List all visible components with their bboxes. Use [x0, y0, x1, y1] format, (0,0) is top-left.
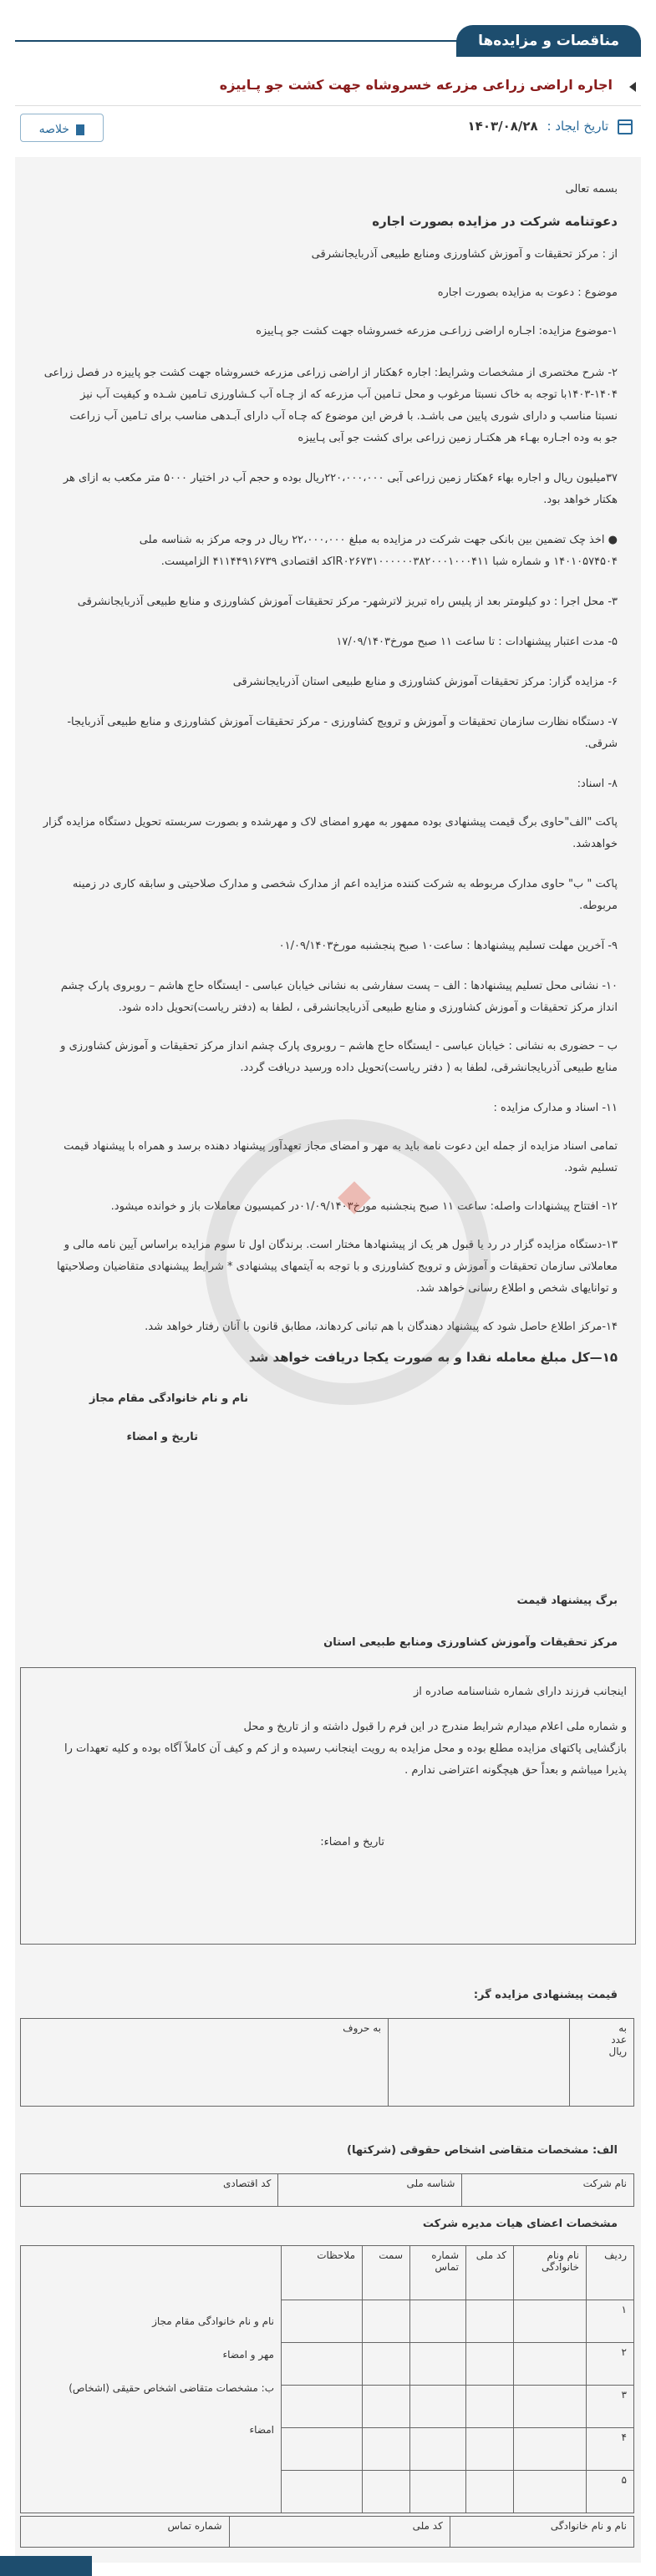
board-row-1: ۱ [587, 2300, 634, 2343]
from-line: از : مرکز تحقیقات و آموزش کشاورزی ومنابع طبیعی آذربایجانشرقی [311, 248, 618, 261]
form-signature: تاریخ و امضاء: [320, 1836, 384, 1848]
board-col-position: سمت [363, 2246, 410, 2300]
page-title: اجاره اراضی زراعی مزرعه خسروشاه جهت کشت جو پـاییزه [219, 77, 613, 93]
legal-entity-table [20, 2173, 634, 2207]
board-row-4: ۴ [587, 2428, 634, 2471]
item-15: ۱۵—کل مبلغ معامله نقدا و به صورت یکجا دریافت خواهد شد [248, 1350, 618, 1365]
natural-col-name: نام و نام خانوادگی [450, 2517, 633, 2548]
item-13-line-3: و توانایهای شخص و اطلاع رسانی خواهد شد. [416, 1282, 618, 1295]
form-line-2: و شماره ملی اعلام میدارم شرایط مندرج در این فرم را قبول داشته و از تاریخ و محل [243, 1721, 627, 1733]
board-signatory: نام و نام خانوادگی مقام مجاز [152, 2315, 274, 2327]
item-8b-line-2: مربوطه. [579, 900, 618, 912]
form-line-1: اینجانب فرزند دارای شماره شناسنامه صادره از [414, 1686, 627, 1698]
subject-line: موضوع : دعوت به مزایده بصورت اجاره [437, 287, 618, 299]
watermark-seal [205, 1119, 491, 1405]
item-14: ۱۴-مرکز اطلاع حاصل شود که پیشنهاد دهندگان با هم تبانی کردهاند، مطابق قانون با آنان رفتار خواهد شد. [145, 1321, 618, 1333]
price-table [20, 2018, 634, 2107]
item-13-line-1: ۱۳-دستگاه مزایده گزار در رد یا قبول هر یک از پیشنهادها مختار است. برندگان اول تا سوم مزایده براساس آیین نامه مالی و [64, 1239, 618, 1251]
item-2-line-8: ۱۴۰۱۰۵۷۴۵۰۴ و شماره شبا IR۰۲۶۷۳۱۰۰۰۰۰۰۳۸۲۰۰۰۱۰۰۰۴۱۱کد اقتصادی ۴۱۱۴۴۹۱۶۷۳۹ الزامیست. [160, 555, 618, 568]
item-8: ۸- اسناد: [577, 778, 618, 790]
creation-date [468, 119, 633, 134]
item-2-line-1: ۲- شرح مختصری از مشخصات وشرایط: اجاره ۶هکتار از اراضی زراعی مزرعه خسروشاه جهت کشت جو پاییزه در فصل زراعی [43, 367, 618, 379]
item-5: ۵- مدت اعتبار پیشنهادات : تا ساعت ۱۱ صبح مورخ۱۷/۰۹/۱۴۰۳ [336, 636, 618, 648]
item-6: ۶- مزایده گزار: مرکز تحقیقات آموزش کشاورزی و منابع طبیعی استان آذربایجانشرقی [232, 676, 618, 688]
form-title: برگ پیشنهاد قیمت [516, 1595, 618, 1607]
board-col-national-code: کد ملی [466, 2246, 514, 2300]
board-row-3: ۳ [587, 2386, 634, 2428]
item-11: ۱۱- اسناد و مدارک مزایده : [493, 1102, 618, 1114]
item-2-line-2: ۱۴۰۳-۱۴۰۴با توجه به خاک نسبتا مرغوب و محل تـامین آب مزرعه که از چـاه آب کـشاورزی تـامین شـده و کیفیت آب نیز [80, 388, 618, 401]
natural-col-national-code: کد ملی [229, 2517, 450, 2548]
item-9: ۹- آخرین مهلت تسلیم پیشنهادها : ساعت۱۰ صبح پنجشنبه مورخ۰۱/۰۹/۱۴۰۳ [278, 940, 618, 952]
item-2-line-7: ● اخذ چک تضمین بین بانکی جهت شرکت در مزایده به مبلغ ۲۲،۰۰۰،۰۰۰ ریال در وجه مرکز به شناسه ملی [139, 534, 618, 546]
section-header [0, 0, 656, 58]
item-2-line-3: نسبتا مناسب و دارای شوری پایین می باشـد. با فرض این موضوع که چـاه آب دارای آبـدهی مناسب برای تـامین آب زراعت [69, 410, 618, 423]
signatory-name: نام و نام خانوادگی مقام مجاز [89, 1392, 248, 1405]
board-row-2: ۲ [587, 2343, 634, 2386]
date-label: تاریخ ایجاد : [547, 119, 609, 134]
info-bar [15, 110, 641, 152]
item-7-line-2: شرقی. [584, 738, 618, 750]
summary-button[interactable] [20, 114, 104, 142]
item-2-line-6: هکتار خواهد بود. [543, 494, 618, 506]
board-col-name: نام ونام خانوادگی [514, 2246, 587, 2300]
document-icon [76, 124, 84, 135]
legal-entity-title: الف: مشخصات متقاضی اشخاص حقوقی (شرکتها) [347, 2144, 618, 2157]
item-11-line-1: تمامی اسناد مزایده از جمله این دعوت نامه باید به مهر و امضای مجاز تعهدآور پیشنهاد دهنده برسد و همراه با پیشنهاد قیمت [64, 1140, 618, 1153]
board-col-row: ردیف [587, 2246, 634, 2300]
item-3: ۳- محل اجرا : دو کیلومتر بعد از پلیس راه تبریز لاترشهر- مرکز تحقیقات آموزش کشاورزی و منابع طبیعی آذربایجانشرقی [77, 596, 618, 608]
title-bar [15, 68, 641, 106]
natural-person-table [20, 2516, 634, 2548]
form-org: مرکز تحقیقات وآموزش کشاورزی ومنابع طبیعی استان [323, 1636, 618, 1649]
item-2-line-5: ۳۷میلیون ریال و اجاره بهاء ۶هکتار زمین زراعی آبی ۲۲۰،۰۰۰،۰۰۰ریال بوده و حجم آب در اختیار ۵۰۰۰ متر مکعب به ازای هر [63, 472, 618, 484]
date-value: ۱۴۰۳/۰۸/۲۸ [467, 119, 538, 134]
legal-col-economic-code: کد اقتصادی [21, 2174, 278, 2207]
form-line-3: بازگشایی پاکتهای مزایده مطلع بوده و محل مزایده به رویت اینجانب رسیده و از کم و کیف آن کاملاً آگاه بوده و کلیه تعهدات را [64, 1742, 627, 1755]
section-tag[interactable]: مناقصات و مزایده‌ها [456, 25, 641, 57]
bullet-arrow-icon [629, 82, 636, 92]
board-col-notes: ملاحظات [282, 2246, 363, 2300]
natural-person-title: ب: مشخصات متقاضی اشخاص حقیقی (اشخاص) [69, 2381, 274, 2394]
item-8a-line-1: پاکت "الف"حاوی برگ قیمت پیشنهادی بوده ممهور به مهرو امضای لاک و مهرشده و بصورت سربسته تحویل دستگاه مزایده گزار [43, 816, 618, 829]
basmala: بسمه تعالی [565, 183, 618, 195]
board-table [20, 2245, 634, 2513]
price-title: قیمت پیشنهادی مزایده گر: [473, 1989, 618, 2001]
item-8b-line-1: پاکت " ب" حاوی مدارک مربوطه به شرکت کننده مزایده اعم از مدارک شخصی و مدارک صلاحیتی و سابقه کاری در زمینه [72, 878, 618, 890]
price-words-label: به حروف [343, 2022, 381, 2034]
item-2-line-4: جو به وده اجـاره بهـاء هر هکتـار زمین زراعی برای کشت جو آبی پـاییزه [297, 432, 618, 444]
legal-col-company: نام شرکت [462, 2174, 634, 2207]
calendar-icon [618, 119, 633, 134]
legal-col-national-id: شناسه ملی [278, 2174, 462, 2207]
item-10-line-3: ب – حضوری به نشانی : خیابان عباسی - ایستگاه حاج هاشم – روبروی پارک چشم انداز مرکز تحقیقات و آموزش کشاورزی و [60, 1040, 618, 1052]
item-7-line-1: ۷- دستگاه نظارت سازمان تحقیقات و آموزش و ترویج کشاورزی - مرکز تحقیقات آموزش کشاورزی و منابع طبیعی آذربایجا- [67, 716, 618, 728]
natural-col-phone: شماره تماس [21, 2517, 230, 2548]
doc-heading: دعوتنامه شرکت در مزایده بصورت اجاره [372, 214, 618, 229]
board-title: مشخصات اعضای هیات مدیره شرکت [422, 2218, 618, 2230]
item-10-line-1: ۱۰- نشانی محل تسلیم پیشنهادها : الف – پست سفارشی به نشانی خیابان عباسی - ایستگاه حاج هاشم – روبروی پارک چشم [60, 980, 618, 992]
item-8a-line-2: خواهدشد. [572, 838, 618, 850]
price-number-label-2: عدد [611, 2034, 627, 2046]
signature-date: تاریخ و امضاء [126, 1431, 198, 1443]
form-line-4: پذیرا میباشم و بعداً حق هیچگونه اعتراضی ندارم . [404, 1764, 627, 1777]
bottom-bar [0, 2556, 92, 2576]
board-seal: مهر و امضاء [222, 2348, 274, 2360]
item-1: ۱-موضوع مزایده: اجـاره اراضی زراعـی مزرعه خسروشاه جهت کشت جو پـاییزه [256, 325, 618, 337]
bid-form-box [20, 1667, 636, 1945]
board-row-5: ۵ [587, 2471, 634, 2513]
item-10-line-2: انداز مرکز تحقیقات و آموزش کشاورزی و منابع طبیعی آذربایجانشرقی ، لطفا به (دفتر ریاست)تحویل داده شود. [118, 1001, 618, 1014]
natural-person-signature: امضاء [249, 2423, 274, 2436]
item-13-line-2: معاملاتی سازمان تحقیقات و آموزش و ترویج کشاورزی و با توجه به آیتمهای پیشنهادی * شرایط پیشنهادی متقاضیان وصلاحیتها [57, 1260, 618, 1273]
item-10-line-4: منابع طبیعی آذربایجانشرقی، لطفا به ( دفتر ریاست)تحویل داده ورسید دریافت گردد. [240, 1062, 618, 1074]
item-12: ۱۲- افتتاح پیشنهادات واصله: ساعت ۱۱ صبح پنجشنبه مورخ۰۱/۰۹/۱۴۰۳در کمیسیون معاملات باز و خوانده میشود. [110, 1200, 618, 1213]
summary-button-label: خلاصه [38, 123, 69, 136]
price-number-label-3: ریال [608, 2046, 627, 2057]
board-col-phone: شماره تماس [410, 2246, 466, 2300]
price-number-label-1: به [618, 2022, 627, 2034]
item-11-line-2: تسلیم شود. [564, 1162, 618, 1174]
